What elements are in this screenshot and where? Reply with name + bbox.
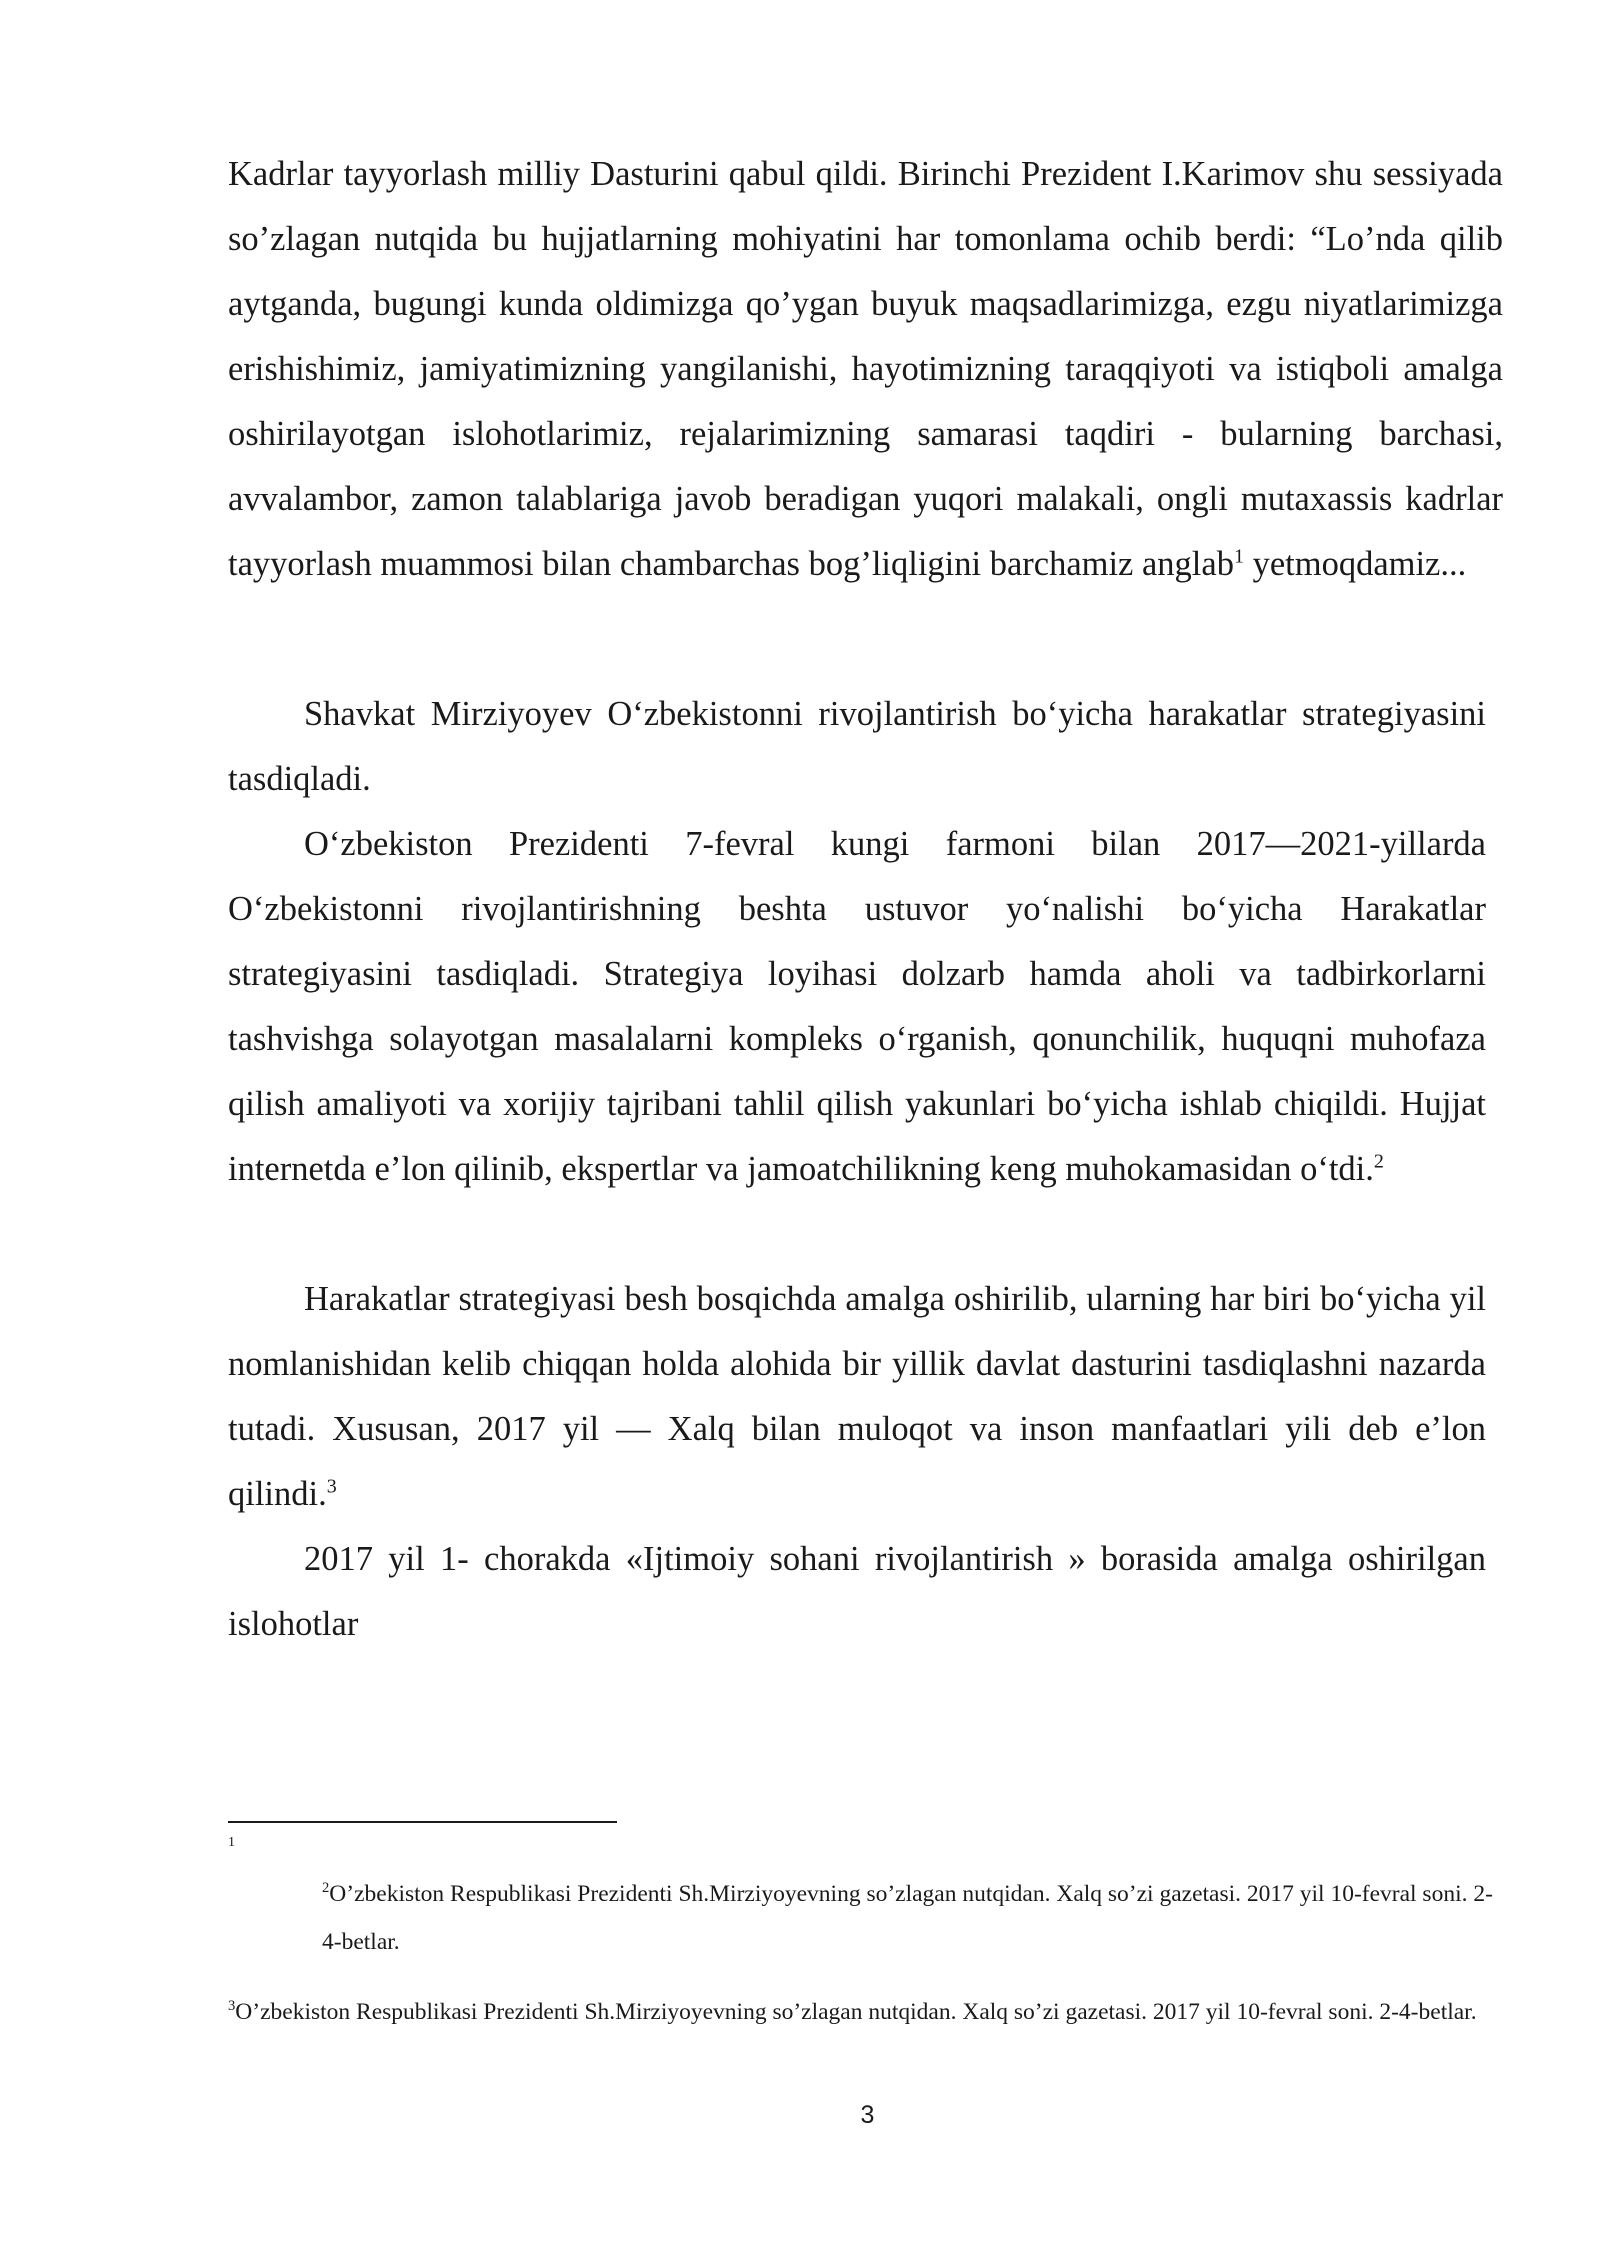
paragraph-4-text: Harakatlar strategiyasi besh bosqichda amalga oshirilib, ularning har biri bo‘yicha yil nomlanishidan kelib chiqqan holda alohida bir yillik davlat dasturini tasdiqlashni nazarda tutadi. Xususan, 2017 yil — Xalq bilan muloqot va inson manfaatlari yili deb e’lon qilindi.	[228, 1280, 1486, 1513]
body-paragraph-3	[228, 812, 1486, 1202]
footnote-ref-1: 1	[1233, 545, 1244, 568]
footnote-ref-2: 2	[1373, 1150, 1384, 1173]
body-paragraph-2	[228, 682, 1486, 812]
paragraph-3-text: O‘zbekiston Prezidenti 7-fevral kungi farmoni bilan 2017—2021-yillarda O‘zbekistonni rivojlantirishning beshta ustuvor yo‘nalishi bo‘yicha Harakatlar strategiyasini tasdiqladi. Strategiya loyihasi dolzarb hamda aholi va tadbirkorlarni tashvishga solayotgan masalalarni kompleks o‘rganish, qonunchilik, huquqni muhofaza qilish amaliyoti va xorijiy tajribani tahlil qilish yakunlari bo‘yicha ishlab chiqildi. Hujjat internetda e’lon qilinib, ekspertlar va jamoatchilikning keng muhokamasidan o‘tdi.	[228, 825, 1486, 1188]
paragraph-1-text: Kadrlar tayyorlash milliy Dasturini qabul qildi. Birinchi Prezident I.Karimov shu sessiyada so’zlagan nutqida bu hujjatlarning mohiyatini har tomonlama ochib berdi: “Lo’nda qilib aytganda, bugungi kunda oldimizga qo’ygan buyuk maqsadlarimizga, ezgu niyatlarimizga erishishimiz, jamiyatimizning yangilanishi, hayotimizning taraqqiyoti va istiqboli amalga oshirilayotgan islohotlarimiz, rejalarimizning samarasi taqdiri - bularning barchasi, avvalambor, zamon talablariga javob beradigan yuqori malakali, ongli mutaxassis kadrlar tayyorlash muammosi bilan chambarchas bog’liqligini barchamiz anglab	[228, 155, 1503, 583]
footnote-3-text: O’zbekiston Respublikasi Prezidenti Sh.Mirziyoyevning so’zlagan nutqidan. Xalq so’zi gazetasi. 2017 yil 10-fevral soni. 2-4-betlar.	[235, 1999, 1477, 2025]
body-paragraph-4	[228, 1267, 1486, 1527]
paragraph-5-text: 2017 yil 1- chorakda «Ijtimoiy sohani rivojlantirish » borasida amalga oshirilgan islohotlar	[228, 1540, 1486, 1643]
footnote-2	[322, 1870, 1502, 1966]
body-paragraph-1	[228, 142, 1503, 597]
footnote-2-number: 2	[322, 1880, 330, 1897]
footnote-2-text: O’zbekiston Respublikasi Prezidenti Sh.Mirziyoyevning so’zlagan nutqidan. Xalq so’zi gazetasi. 2017 yil 10-fevral soni. 2-4-betlar.	[322, 1881, 1493, 1955]
paragraph-1-tail: yetmoqdamiz...	[1243, 545, 1467, 583]
footnote-1-number: 1	[228, 1835, 235, 1850]
body-paragraph-5	[228, 1527, 1486, 1657]
page-number: 3	[860, 2101, 875, 2129]
footnote-ref-3: 3	[326, 1475, 337, 1498]
footnote-3	[228, 1996, 1503, 2029]
footnote-3-number: 3	[228, 1998, 236, 2015]
paragraph-2-text: Shavkat Mirziyoyev O‘zbekistonni rivojlantirish bo‘yicha harakatlar strategiyasini tasdiqladi.	[228, 695, 1486, 798]
footnote-separator	[228, 1821, 617, 1823]
